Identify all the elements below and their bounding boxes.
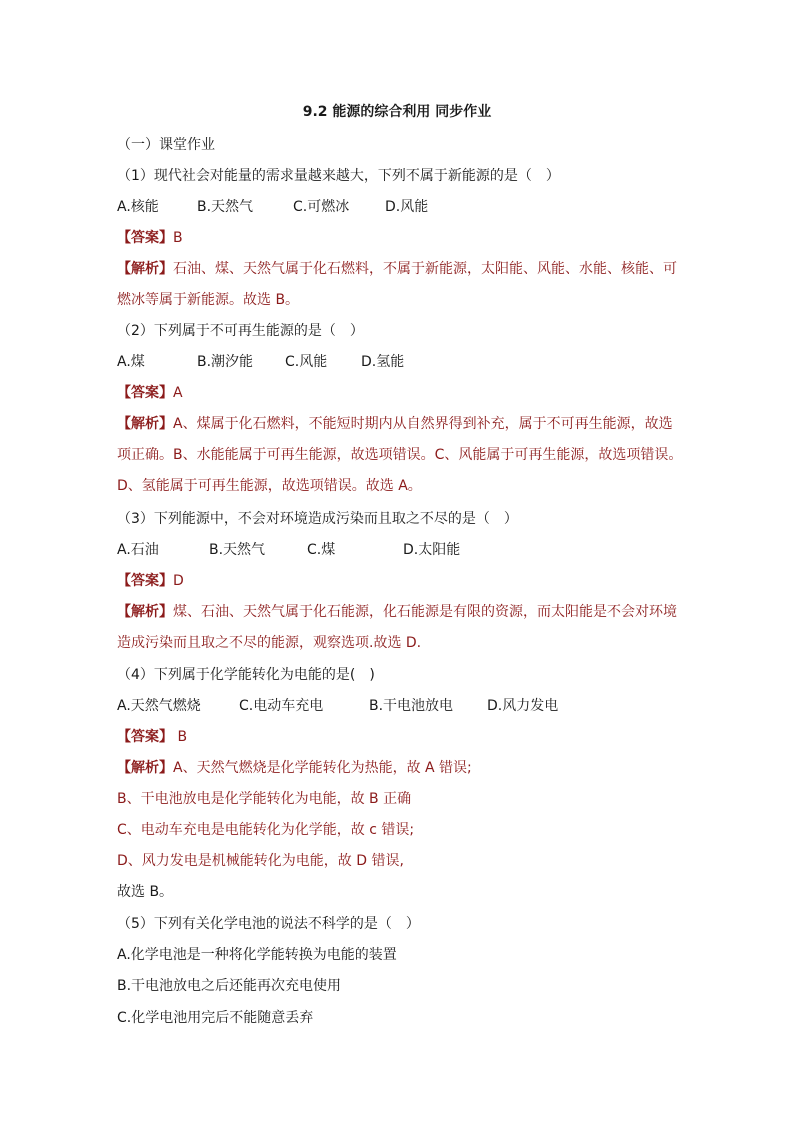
answer-tag: 【答案】 xyxy=(117,385,173,401)
q1-option-c: C.可燃冰 xyxy=(293,199,350,215)
q1-option-b: B.天然气 xyxy=(197,199,254,215)
q1-analysis-line-2: 燃冰等属于新能源。故选 B。 xyxy=(117,292,300,308)
analysis-tag: 【解析】 xyxy=(117,604,173,620)
question-3-stem: （3）下列能源中，不会对环境造成污染而且取之不尽的是（ ） xyxy=(117,511,518,527)
question-2-stem: （2）下列属于不可再生能源的是（ ） xyxy=(117,323,364,339)
q5-option-c: C.化学电池用完后不能随意丢弃 xyxy=(117,1010,314,1026)
q3-option-c: C.煤 xyxy=(307,542,336,558)
q1-analysis-line-1: 【解析】石油、煤、天然气属于化石燃料，不属于新能源，太阳能、风能、水能、核能、可 xyxy=(117,261,677,277)
section-heading: （一）课堂作业 xyxy=(117,137,215,153)
q2-analysis-line-2: 项正确。B、水能能属于可再生能源，故选项错误。C、风能属于可再生能源，故选项错误。 xyxy=(117,447,683,463)
q3-answer xyxy=(117,571,697,591)
q4-option-b: B.干电池放电 xyxy=(369,698,454,714)
q4-answer xyxy=(117,727,697,747)
q4-analysis-line-4: D、风力发电是机械能转化为电能，故 D 错误, xyxy=(117,853,404,869)
answer-tag: 【答案】 xyxy=(117,230,173,246)
q4-option-d: D.风力发电 xyxy=(487,698,559,714)
q2-option-c: C.风能 xyxy=(285,354,328,370)
q5-option-b: B.干电池放电之后还能再次充电使用 xyxy=(117,978,342,994)
q2-answer xyxy=(117,383,697,403)
question-1-stem: （1）现代社会对能量的需求量越来越大，下列不属于新能源的是（ ） xyxy=(117,168,560,184)
q1-option-d: D.风能 xyxy=(385,199,429,215)
answer-tag: 【答案】 xyxy=(117,729,173,745)
q1-answer-value: B xyxy=(173,230,183,246)
q4-option-a: A.天然气燃烧 xyxy=(117,698,201,714)
q4-answer-value: B xyxy=(173,729,188,745)
q3-analysis-line-2: 造成污染而且取之不尽的能源，观察选项.故选 D. xyxy=(117,635,422,651)
answer-tag: 【答案】 xyxy=(117,573,173,589)
analysis-tag: 【解析】 xyxy=(117,261,173,277)
q3-option-b: B.天然气 xyxy=(209,542,266,558)
q3-answer-value: D xyxy=(173,573,184,589)
q3-option-d: D.太阳能 xyxy=(403,542,461,558)
q3-analysis-line-1: 【解析】煤、石油、天然气属于化石能源，化石能源是有限的资源，而太阳能是不会对环境 xyxy=(117,604,677,620)
q4-conclusion: 故选 B。 xyxy=(117,884,174,900)
q4-analysis-line-1: 【解析】A、天然气燃烧是化学能转化为热能，故 A 错误; xyxy=(117,760,472,776)
question-5-stem: （5）下列有关化学电池的说法不科学的是（ ） xyxy=(117,916,420,932)
q1-answer xyxy=(117,228,697,248)
q2-option-d: D.氢能 xyxy=(361,354,405,370)
q5-option-a: A.化学电池是一种将化学能转换为电能的装置 xyxy=(117,947,397,963)
q2-analysis-line-3: D、氢能属于可再生能源，故选项错误。故选 A。 xyxy=(117,478,422,494)
q2-analysis-line-1: 【解析】A、煤属于化石燃料，不能短时期内从自然界得到补充，属于不可再生能源，故选 xyxy=(117,416,673,432)
analysis-tag: 【解析】 xyxy=(117,416,173,432)
question-4-stem: （4）下列属于化学能转化为电能的是( ) xyxy=(117,667,375,683)
q3-option-a: A.石油 xyxy=(117,542,159,558)
q2-answer-value: A xyxy=(173,385,183,401)
q4-option-c: C.电动车充电 xyxy=(239,698,324,714)
document-title: 9.2 能源的综合利用 同步作业 xyxy=(302,104,492,120)
q2-option-a: A.煤 xyxy=(117,354,145,370)
q4-analysis-line-2: B、干电池放电是化学能转化为电能，故 B 正确 xyxy=(117,791,412,807)
q1-option-a: A.核能 xyxy=(117,199,159,215)
analysis-tag: 【解析】 xyxy=(117,760,173,776)
q2-option-b: B.潮汐能 xyxy=(197,354,254,370)
q4-analysis-line-3: C、电动车充电是电能转化为化学能，故 c 错误; xyxy=(117,822,415,838)
